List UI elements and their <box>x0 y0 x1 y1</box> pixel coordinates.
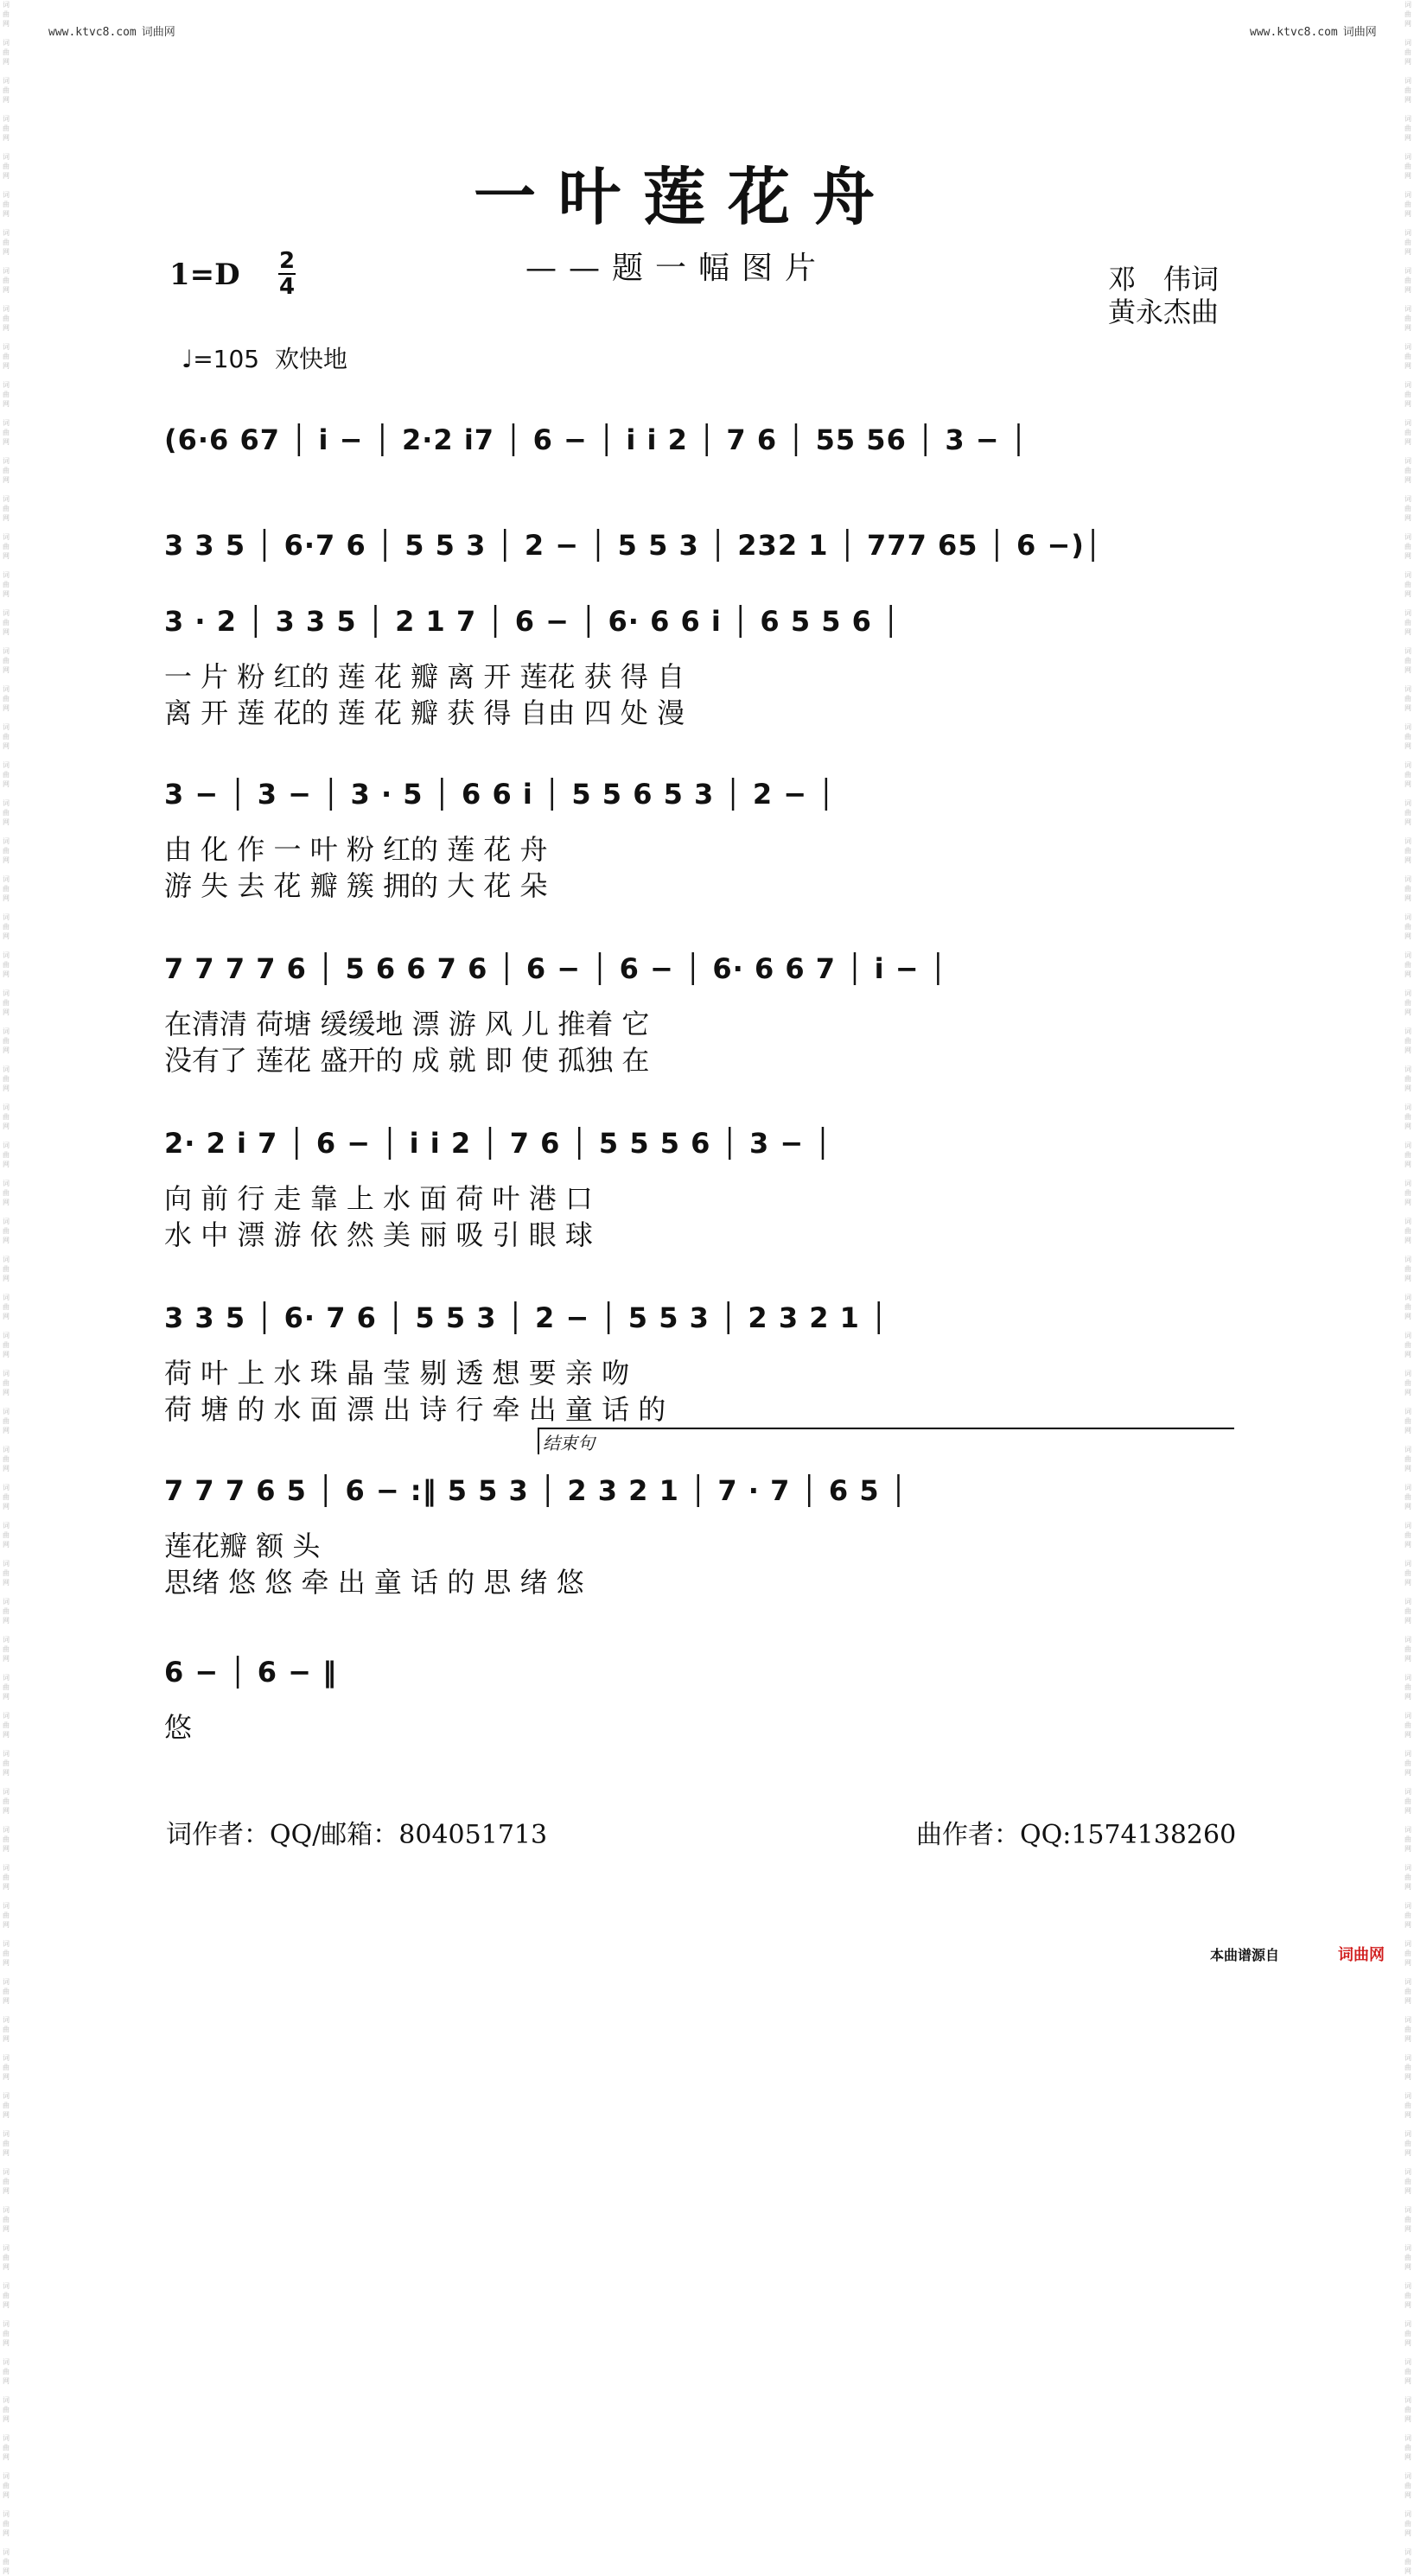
lyric-verse-1: 在清清 荷塘 缓缓地 漂 游 风 儿 推着 它 <box>164 1008 650 1040</box>
composer-contact: 曲作者：QQ:1574138260 <box>916 1820 1237 1850</box>
volta-ending-label: 结束句 <box>538 1428 1234 1454</box>
notation-row: (6·6 67 │ i − │ 2·2 i7 │ 6 − │ i i 2 │ 7 6 │ 55 56 │ 3 − │ <box>164 423 1028 456</box>
lyric-verse-2: 荷 塘 的 水 面 漂 出 诗 行 牵 出 童 话 的 <box>164 1393 666 1426</box>
key-signature: 1=D <box>169 258 240 292</box>
lyric-verse-2: 没有了 莲花 盛开的 成 就 即 使 孤独 在 <box>164 1044 650 1077</box>
source-site-logo: 词曲网 <box>1338 1946 1385 1964</box>
notation-row: 3 · 2 │ 3 3 5 │ 2 1 7 │ 6 − │ 6· 6 6 i │ 6 5 5 6 │ <box>164 605 901 638</box>
top-left-watermark: www.ktvc8.com 词曲网 <box>48 26 175 39</box>
top-right-watermark: www.ktvc8.com 词曲网 <box>1250 26 1377 39</box>
notation-row: 7 7 7 7 6 │ 5 6 6 7 6 │ 6 − │ 6 − │ 6· 6 6 7 │ i − │ <box>164 952 947 985</box>
source-label: 本曲谱源自 <box>1210 1947 1280 1963</box>
lyricist-credit: 邓 伟词 <box>1108 263 1220 296</box>
left-edge-watermark: 词 曲 网 词 曲 网 词 曲 网 词 曲 网 词 曲 网 词 曲 网 词 曲 网 词 曲 网 词 曲 网 词 曲 网 词 曲 网 词 曲 网 词 曲 网 词 曲 网 词 曲 网 词 曲 网 词 曲 网 词 曲 网 词 曲 网 词 曲 网 词 曲 网 词 曲 网 词 曲 网 词 曲 网 词 曲 网 词 曲 网 词 曲 网 词 曲 网 词 曲 网 词 曲 网 词 曲 网 词 曲 网 词 曲 网 词 曲 网 词 曲 网 词 曲 网 词 曲 网 词 曲 网 词 曲 网 词 曲 网 词 曲 网 词 曲 网 词 曲 网 词 曲 网 词 曲 网 词 曲 网 词 曲 网 词 曲 网 词 曲 网 词 曲 网 词 曲 网 词 曲 网 词 曲 网 词 曲 网 词 曲 网 词 曲 网 词 曲 网 词 曲 网 词 曲 网 词 曲 网 词 曲 网 词 曲 网 词 曲 网 词 曲 网 词 曲 网 词 曲 网 词 曲 网 词 曲 网 <box>3 1 10 2575</box>
lyric-verse-2: 游 失 去 花 瓣 簇 拥的 大 花 朵 <box>164 869 548 902</box>
time-signature: 2 4 <box>278 248 296 300</box>
lyric-verse-1: 荷 叶 上 水 珠 晶 莹 剔 透 想 要 亲 吻 <box>164 1357 630 1390</box>
lyric-verse-1: 由 化 作 一 叶 粉 红的 莲 花 舟 <box>164 833 548 866</box>
lyric-verse-2: 水 中 漂 游 依 然 美 丽 吸 引 眼 球 <box>164 1218 593 1251</box>
notation-row: 2· 2 i 7 │ 6 − │ i i 2 │ 7 6 │ 5 5 5 6 │ 3 − │ <box>164 1127 832 1160</box>
lyric-verse-1: 莲花瓣 额 头 <box>164 1530 321 1562</box>
notation-row: 6 − │ 6 − ‖ <box>164 1656 338 1689</box>
lyric-verse-1: 悠 <box>164 1711 193 1744</box>
notation-row: 3 3 5 │ 6·7 6 │ 5 5 3 │ 2 − │ 5 5 3 │ 232 1 │ 777 65 │ 6 −)│ <box>164 529 1103 562</box>
right-edge-watermark: 词 曲 网 词 曲 网 词 曲 网 词 曲 网 词 曲 网 词 曲 网 词 曲 网 词 曲 网 词 曲 网 词 曲 网 词 曲 网 词 曲 网 词 曲 网 词 曲 网 词 曲 网 词 曲 网 词 曲 网 词 曲 网 词 曲 网 词 曲 网 词 曲 网 词 曲 网 词 曲 网 词 曲 网 词 曲 网 词 曲 网 词 曲 网 词 曲 网 词 曲 网 词 曲 网 词 曲 网 词 曲 网 词 曲 网 词 曲 网 词 曲 网 词 曲 网 词 曲 网 词 曲 网 词 曲 网 词 曲 网 词 曲 网 词 曲 网 词 曲 网 词 曲 网 词 曲 网 词 曲 网 词 曲 网 词 曲 网 词 曲 网 词 曲 网 词 曲 网 词 曲 网 词 曲 网 词 曲 网 词 曲 网 词 曲 网 词 曲 网 词 曲 网 词 曲 网 词 曲 网 词 曲 网 词 曲 网 词 曲 网 词 曲 网 词 曲 网 词 曲 网 词 曲 网 词 曲 网 <box>1404 1 1411 2575</box>
lyric-verse-2: 思绪 悠 悠 牵 出 童 话 的 思 绪 悠 <box>164 1566 584 1599</box>
lyric-verse-1: 向 前 行 走 靠 上 水 面 荷 叶 港 口 <box>164 1182 593 1215</box>
notation-row: 7 7 7 6 5 │ 6 − :‖ 5 5 3 │ 2 3 2 1 │ 7 · 7 │ 6 5 │ <box>164 1474 908 1507</box>
song-subtitle: ——题一幅图片 <box>525 251 829 286</box>
lyric-verse-1: 一 片 粉 红的 莲 花 瓣 离 开 莲花 获 得 自 <box>164 660 685 693</box>
song-title: 一叶莲花舟 <box>474 160 898 233</box>
lyricist-contact: 词作者：QQ/邮箱：804051713 <box>166 1820 548 1850</box>
notation-row: 3 − │ 3 − │ 3 · 5 │ 6 6 i │ 5 5 6 5 3 │ 2 − │ <box>164 778 836 811</box>
notation-row: 3 3 5 │ 6· 7 6 │ 5 5 3 │ 2 − │ 5 5 3 │ 2 3 2 1 │ <box>164 1301 889 1334</box>
lyric-verse-2: 离 开 莲 花的 莲 花 瓣 获 得 自由 四 处 漫 <box>164 696 685 729</box>
composer-credit: 黄永杰曲 <box>1108 296 1220 328</box>
tempo-marking: ♩=105 欢快地 <box>182 345 347 373</box>
